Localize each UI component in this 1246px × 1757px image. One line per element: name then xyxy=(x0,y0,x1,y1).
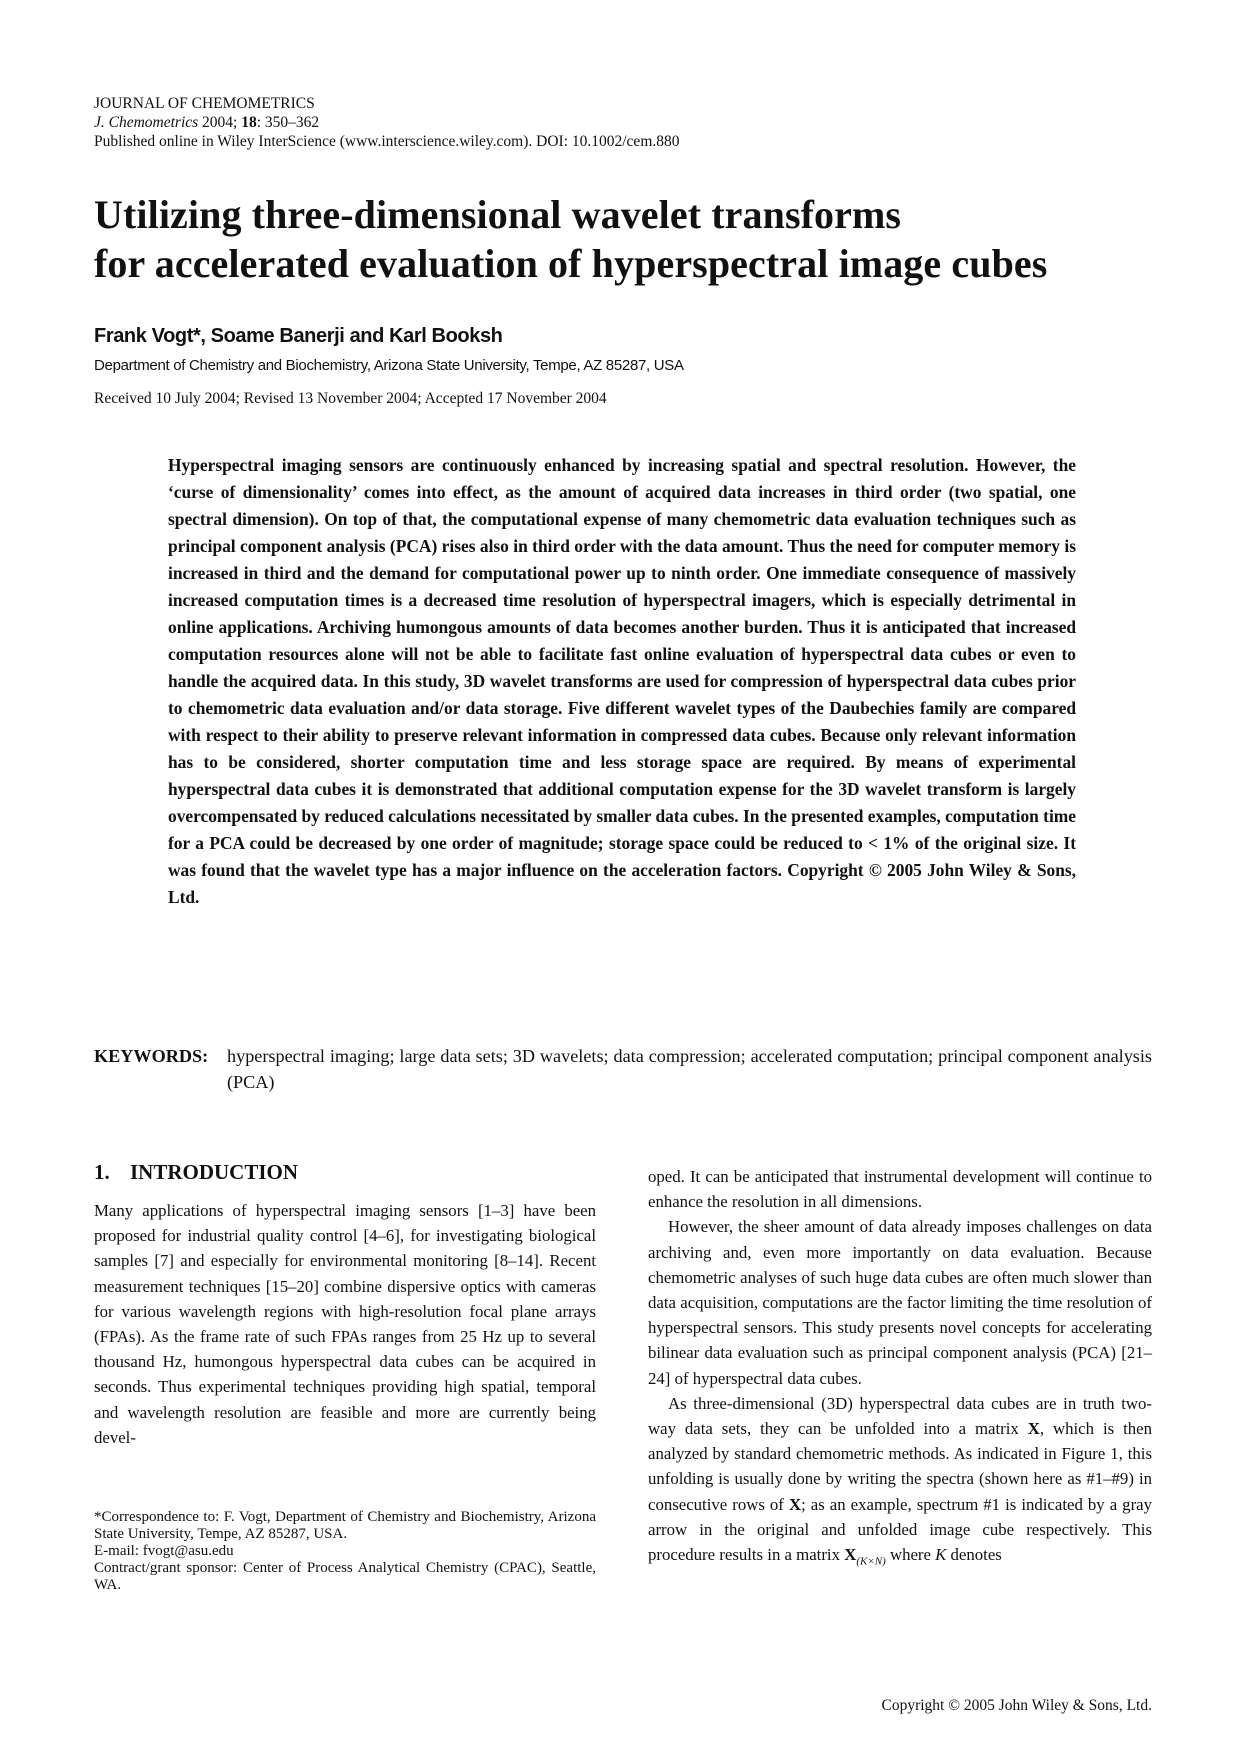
footnote-email: E-mail: fvogt@asu.edu xyxy=(94,1543,234,1559)
footnote-correspondence: *Correspondence to: F. Vogt, Department of Chemistry and Biochemistry, Arizona State University, Tempe, AZ 85287, USA. xyxy=(94,1509,596,1542)
affiliation: Department of Chemistry and Biochemistry, Arizona State University, Tempe, AZ 85287, USA xyxy=(94,357,684,374)
section-number: 1. xyxy=(94,1160,110,1184)
citation-year: 2004; xyxy=(198,114,242,131)
journal-header xyxy=(94,94,680,151)
page-copyright: Copyright © 2005 John Wiley & Sons, Ltd. xyxy=(881,1697,1152,1714)
abstract: Hyperspectral imaging sensors are continuously enhanced by increasing spatial and spectral resolution. However, the ‘curse of dimensionality’ comes into effect, as the amount of acquired data increases in third order (two spatial, one spectral dimension). On top of that, the computational expense of many chemometric data evaluation techniques such as principal component analysis (PCA) rises also in third order with the data amount. Thus the need for computer memory is increased in third and the demand for computational power up to ninth order. One immediate consequence of massively increased computation times is a decreased time resolution of hyperspectral imagers, which is especially detrimental in online applications. Archiving humongous amounts of data becomes another burden. Thus it is anticipated that increased computation resources alone will not be able to facilitate fast online evaluation of hyperspectral data cubes or even to handle the acquired data. In this study, 3D wavelet transforms are used for compression of hyperspectral data cubes prior to chemometric data evaluation and/or data storage. Five different wavelet types of the Daubechies family are compared with respect to their ability to preserve relevant information in compressed data cubes. Because only relevant information has to be considered, shorter computation time and less storage space are required. By means of experimental hyperspectral data cubes it is demonstrated that additional computation expense for the 3D wavelet transform is largely overcompensated by reduced calculations necessitated by smaller data cubes. In the presented examples, computation time for a PCA could be decreased by one order of magnitude; storage space could be reduced to < 1% of the original size. It was found that the wavelet type has a major influence on the acceleration factors. Copyright © 2005 John Wiley & Sons, Ltd. xyxy=(168,455,1076,907)
symbol-k: K xyxy=(935,1545,947,1565)
title-line-1: Utilizing three-dimensional wavelet transforms xyxy=(94,192,902,237)
section-heading xyxy=(94,1160,298,1185)
matrix-x: X xyxy=(1027,1419,1040,1439)
section-title: INTRODUCTION xyxy=(130,1160,299,1184)
authors: Frank Vogt*, Soame Banerji and Karl Booksh xyxy=(94,325,503,347)
journal-citation xyxy=(94,113,680,132)
right-column xyxy=(648,1164,1152,1575)
keywords-label: KEYWORDS: xyxy=(94,1046,209,1066)
intro-paragraph-3: As three-dimensional (3D) hyperspectral data cubes are in truth two-way data sets, they can be unfolded into a matrix X, which is then analyzed by standard chemometric methods. As indicated in Figure 1, this unfolding is usually done by writing the spectra (shown here as #1–#9) in consecutive rows of X; as an example, spectrum #1 is indicated by a gray arrow in the original and unfolded image cube respectively. This procedure results in a matrix $X_{(K\times N)}$ where K denotes xyxy=(648,1393,1152,1568)
footnote xyxy=(94,1509,596,1594)
keywords-text: hyperspectral imaging; large data sets; 3D wavelets; data compression; accelerated computation; principal component analysis (PCA) xyxy=(227,1046,1152,1092)
journal-name: JOURNAL OF CHEMOMETRICS xyxy=(94,95,315,112)
title-line-2: for accelerated evaluation of hyperspectral image cubes xyxy=(94,241,1048,286)
article-title xyxy=(94,190,1174,288)
footnote-grant: Contract/grant sponsor: Center of Process Analytical Chemistry (CPAC), Seattle, WA. xyxy=(94,1560,596,1593)
citation-journal: J. Chemometrics xyxy=(94,114,199,131)
intro-paragraph-1-continued: oped. It can be anticipated that instrumental development will continue to enhance the resolution in all dimensions. xyxy=(648,1167,1152,1212)
matrix-x: X xyxy=(788,1494,802,1514)
intro-paragraph-2: However, the sheer amount of data already imposes challenges on data archiving and, even more importantly on data evaluation. Because chemometric analyses of such huge data cubes are often much slower than data acquisition, computations are the factor limiting the time resolution of hyperspectral sensors. This study presents novel concepts for accelerating bilinear data evaluation such as principal component analysis (PCA) [21–24] of hyperspectral data cubes. xyxy=(648,1217,1152,1388)
citation-pages: : 350–362 xyxy=(256,114,320,131)
left-column xyxy=(94,1198,596,1450)
intro-paragraph-1: Many applications of hyperspectral imaging sensors [1–3] have been proposed for industrial quality control [4–6], for investigating biological samples [7] and especially for environmental monitoring [8–14]. Recent measurement techniques [15–20] combine dispersive optics with cameras for various wavelength regions with high-resolution focal plane arrays (FPAs). As the frame rate of such FPAs ranges from 25 Hz up to several thousand Hz, humongous hyperspectral data cubes can be acquired in seconds. Thus experimental techniques providing high spatial, temporal and wavelength resolution are feasible and more are currently being devel- xyxy=(94,1201,596,1447)
matrix-subscript: (K×N) xyxy=(856,1555,886,1568)
matrix-x: X xyxy=(844,1545,857,1565)
published-online: Published online in Wiley InterScience (www.interscience.wiley.com). DOI: 10.1002/cem.880 xyxy=(94,133,680,150)
citation-volume: 18 xyxy=(241,114,257,131)
received-dates: Received 10 July 2004; Revised 13 November 2004; Accepted 17 November 2004 xyxy=(94,390,607,407)
